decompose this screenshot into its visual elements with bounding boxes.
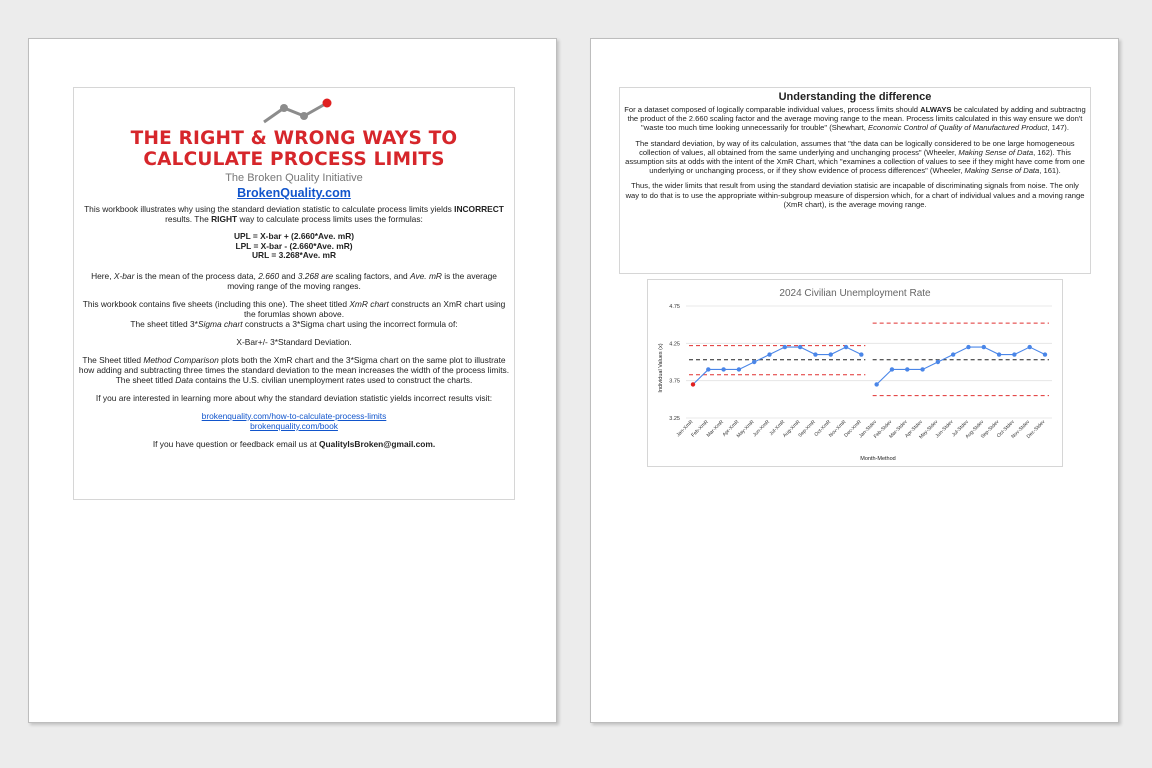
x-tick-label: Jun-XmR	[751, 419, 771, 439]
sheets-paragraph: This workbook contains five sheets (including this one). The sheet titled XmR chart constructs an XmR chart using the forumlas shown above. The sheet titled 3*Sigma chart constructs a 3*Sigma chart using the incorrect formula of:	[82, 298, 506, 329]
data-point	[936, 360, 940, 364]
x-tick-label: Mar-XmR	[705, 419, 726, 439]
data-point	[798, 345, 802, 349]
definitions-paragraph: Here, X-bar is the mean of the process data, 2.660 and 3.268 are scaling factors, and Ave. mR is the average moving range of the moving ranges.	[91, 270, 497, 291]
x-tick-label: Feb-XmR	[690, 419, 710, 439]
data-point	[737, 367, 741, 371]
chart-title: 2024 Civilian Unemployment Rate	[779, 288, 931, 299]
links	[78, 411, 510, 431]
y-tick-label: 4.75	[669, 304, 680, 310]
x-tick-label: Nov-Stdev	[1010, 419, 1032, 440]
data-point	[890, 367, 894, 371]
data-point	[997, 352, 1001, 356]
x-tick-label: Jan-XmR	[675, 419, 695, 439]
signal-point	[691, 382, 695, 386]
data-point	[920, 367, 924, 371]
difference-body	[620, 105, 1090, 209]
data-point	[721, 367, 725, 371]
x-tick-label: Oct-XmR	[813, 419, 833, 438]
data-point	[982, 345, 986, 349]
x-tick-label: Oct-Stdev	[995, 419, 1016, 440]
link-book[interactable]: brokenquality.com/book	[250, 420, 338, 431]
chart-container	[647, 279, 1063, 467]
x-axis-label: Month-Method	[860, 456, 896, 462]
series-line	[877, 347, 1045, 384]
site-link[interactable]: BrokenQuality.com	[237, 186, 351, 200]
unemployment-chart	[648, 280, 1062, 466]
x-tick-label: Aug-Stdev	[964, 419, 986, 440]
data-point	[783, 345, 787, 349]
x-tick-label: Nov-XmR	[827, 419, 848, 439]
x-tick-label: Dec-XmR	[843, 419, 863, 439]
data-point	[1027, 345, 1031, 349]
x-tick-label: Feb-Stdev	[872, 419, 894, 440]
data-point	[951, 352, 955, 356]
paragraph-2: The standard deviation, by way of its calculation, assumes that "the data can be logically considered to be one large homogeneous collection of values, all obtained from the same underlying and unchanging process" (Wheeler, Making Sense of Data, 162). This assumption sits at odds with the intent of the XmR Chart, which "examines a collection of values to see if they might have come from one underlying or unchanging process, or if they show evidence of process differences" (Wheeler, Making Sense of Data, 161).	[625, 138, 1085, 176]
difference-panel	[619, 87, 1091, 274]
x-tick-label: Jan-Stdev	[857, 419, 879, 440]
paragraph-1: For a dataset composed of logically comparable individual values, process limits should ALWAYS be calculated by adding and subtractng the product of the 2.660 scaling factor and the average moving range to the mean. Process limits calculated in this way ensure we don't "waste too much time looking unnecessarily for trouble" (Shewhart, Economic Control of Quality of Manufactured Product, 147).	[624, 105, 1086, 133]
series-line	[693, 347, 861, 384]
formulas: UPL = X-bar + (2.660*Ave. mR) LPL = X-bar - (2.660*Ave. mR) URL = 3.268*Ave. mR	[233, 231, 355, 261]
x-tick-label: Aug-XmR	[781, 419, 802, 439]
data-point	[813, 352, 817, 356]
x-tick-label: May-Stdev	[918, 419, 940, 441]
data-point	[844, 345, 848, 349]
x-tick-label: Mar-Stdev	[888, 419, 909, 440]
intro-paragraph: This workbook illustrates why using the standard deviation statistic to calculate process limits yields INCORRECT results. The RIGHT way to calculate process limits uses the formulas:	[84, 204, 504, 224]
difference-heading: Understanding the difference	[778, 91, 932, 103]
data-point	[1012, 352, 1016, 356]
x-tick-label: Sep-XmR	[797, 419, 817, 439]
x-tick-label: Apr-XmR	[721, 419, 741, 438]
data-point	[829, 352, 833, 356]
x-tick-label: Apr-Stdev	[904, 419, 924, 440]
intro-panel	[73, 87, 515, 500]
x-tick-label: Jul-XmR	[768, 419, 787, 437]
workbook-title: THE RIGHT & WRONG WAYS TO CALCULATE PROCESS LIMITS	[130, 128, 458, 170]
data-point	[752, 360, 756, 364]
x-tick-label: Jun-Stdev	[934, 419, 955, 440]
workbook-page-2	[590, 38, 1119, 723]
paragraph-3: Thus, the wider limits that result from using the standard deviation statisic are incapable of discriminating signals from noise. The only way to do that is to use the appropriate within-subgroup measure of dispersion which, for a chart of individual values and a moving range (XmR chart), is the average moving range.	[625, 181, 1085, 209]
data-point	[706, 367, 710, 371]
data-point	[905, 367, 909, 371]
y-tick-label: 3.75	[669, 378, 680, 385]
link-process-limits[interactable]: brokenquality.com/how-to-calculate-process-limits	[201, 410, 387, 421]
data-point	[1043, 352, 1047, 356]
x-tick-label: May-XmR	[735, 419, 756, 440]
learn-more: If you are interested in learning more about why the standard deviation statistic yields incorrect results visit:	[95, 392, 493, 403]
x-tick-label: Sep-Stdev	[979, 419, 1001, 440]
x-tick-label: Dec-Stdev	[1025, 419, 1047, 440]
data-point	[859, 352, 863, 356]
x-tick-label: Jul-Stdev	[950, 419, 970, 439]
method-paragraph: The Sheet titled Method Comparison plots both the XmR chart and the 3*Sigma chart on the same plot to illustrate how adding and subtracting three times the standard deviation to the mean increases the width of the process limits. The sheet titled Data contains the U.S. civilian unemployment rates used to construct the charts.	[78, 354, 510, 385]
intro-body	[78, 204, 510, 457]
data-point	[767, 352, 771, 356]
trend-logo-icon	[256, 98, 336, 128]
feedback-line: If you have question or feedback email us at QualityIsBroken@gmail.com.	[152, 438, 436, 449]
data-point	[874, 382, 878, 386]
y-tick-label: 4.25	[669, 341, 680, 348]
stdev-formula: X-Bar+/- 3*Standard Deviation.	[236, 336, 352, 347]
y-tick-label: 3.25	[669, 416, 680, 422]
y-axis-label: Individual Values (x)	[658, 343, 664, 393]
data-point	[966, 345, 970, 349]
workbook-page-1	[28, 38, 557, 723]
email[interactable]: QualityIsBroken@gmail.com.	[319, 438, 436, 449]
subtitle: The Broken Quality Initiative	[225, 172, 363, 184]
